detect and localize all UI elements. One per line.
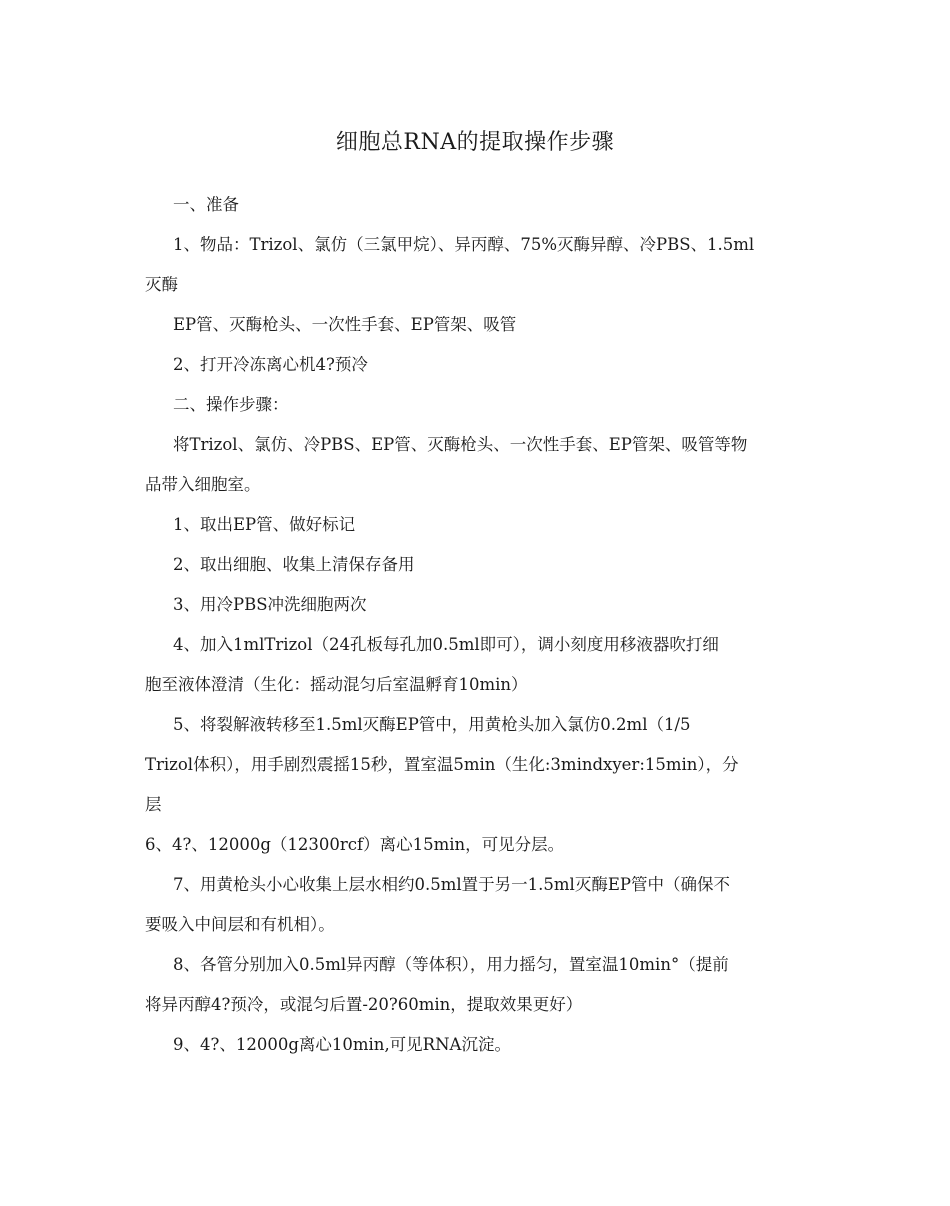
step-line: 5、将裂解液转移至1.5ml灭酶EP管中，用黄枪头加入氯仿0.2ml（1/5 — [173, 715, 691, 734]
step-line: 2、取出细胞、收集上清保存备用 — [173, 555, 415, 574]
paragraph-line: 品带入细胞室。 — [145, 475, 261, 494]
step-line: 4、加入1mlTrizol（24孔板每孔加0.5ml即可），调小刻度用移液器吹打细 — [173, 635, 719, 654]
paragraph-line: EP管、灭酶枪头、一次性手套、EP管架、吸管 — [173, 315, 517, 334]
step-line: 要吸入中间层和有机相）。 — [145, 915, 335, 934]
step-line: 8、各管分别加入0.5ml异丙醇（等体积），用力摇匀，置室温10min°（提前 — [173, 955, 729, 974]
step-line: 6、4?、12000g（12300rcf）离心15min，可见分层。 — [145, 835, 565, 854]
step-line: 9、4?、12000g离心10min,可见RNA沉淀。 — [173, 1035, 511, 1054]
section-heading-preparation: 一、准备 — [173, 195, 239, 214]
step-line: Trizol体积），用手剧烈震摇15秒，置室温5min（生化:3mindxyer:15min），分 — [145, 755, 739, 774]
step-line: 层 — [145, 795, 162, 814]
document-title: 细胞总RNA的提取操作步骤 — [335, 130, 615, 155]
step-line: 胞至液体澄清（生化：摇动混匀后室温孵育10min） — [145, 675, 528, 694]
paragraph-line: 将Trizol、氯仿、冷PBS、EP管、灭酶枪头、一次性手套、EP管架、吸管等物 — [173, 435, 748, 454]
step-line: 3、用冷PBS冲洗细胞两次 — [173, 595, 367, 614]
paragraph-line: 灭酶 — [145, 275, 178, 294]
step-line: 7、用黄枪头小心收集上层水相约0.5ml置于另一1.5ml灭酶EP管中（确保不 — [173, 875, 730, 894]
paragraph-line: 2、打开冷冻离心机4?预冷 — [173, 355, 368, 374]
section-heading-steps: 二、操作步骤： — [173, 395, 289, 414]
step-line: 将异丙醇4?预冷，或混匀后置-20?60min，提取效果更好） — [145, 995, 583, 1014]
step-line: 1、取出EP管、做好标记 — [173, 515, 356, 534]
paragraph-line: 1、物品：Trizol、氯仿（三氯甲烷）、异丙醇、75%灭酶异醇、冷PBS、1.5ml — [173, 235, 755, 254]
